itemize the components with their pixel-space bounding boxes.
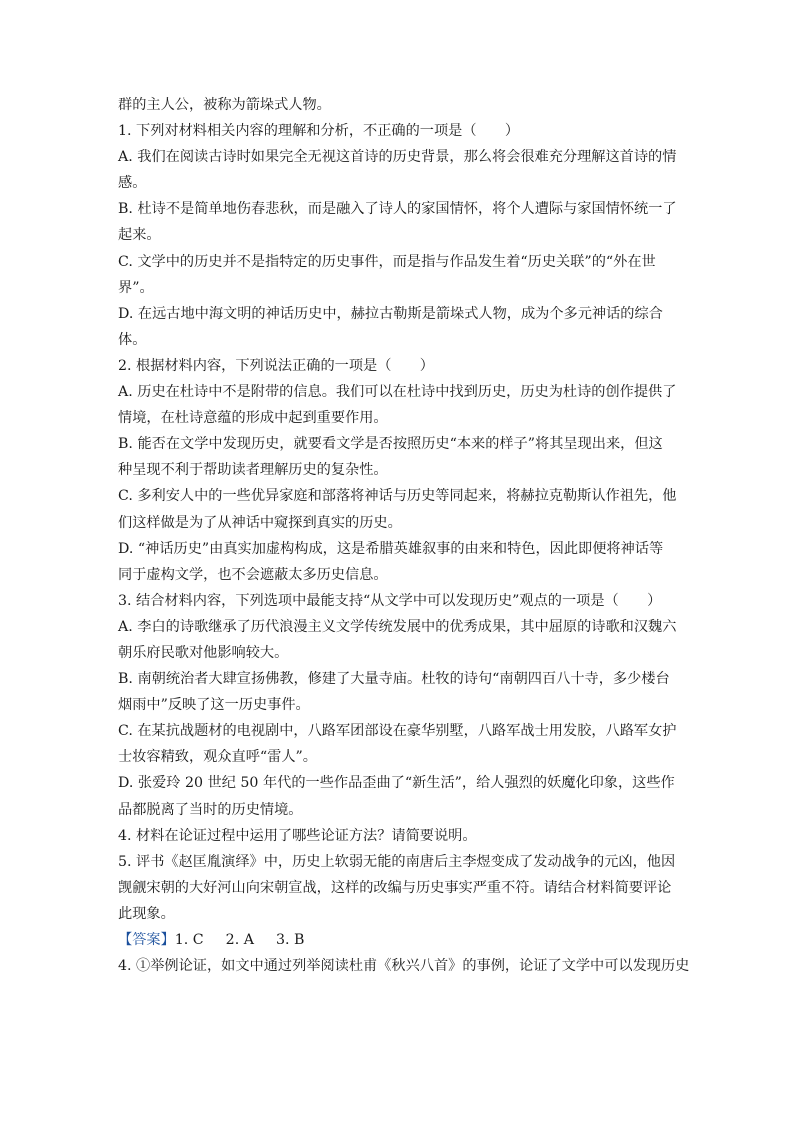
text-line: A. 我们在阅读古诗时如果完全无视这首诗的历史背景，那么将会很难充分理解这首诗的情 bbox=[118, 149, 677, 166]
text-line: 品都脱离了当时的历史情境。 bbox=[118, 801, 303, 818]
text-line: 种呈现不利于帮助读者理解历史的复杂性。 bbox=[118, 462, 388, 479]
answer-tag: 【答案】 bbox=[118, 932, 175, 948]
text-line: B. 能否在文学中发现历史，就要看文学是否按照历史“本来的样子”将其呈现出来，但这 bbox=[118, 436, 663, 453]
text-line: D. “神话历史”由真实加虚构构成，这是希腊英雄叙事的由来和特色，因此即便将神话等 bbox=[118, 540, 664, 557]
text-line: D. 在远古地中海文明的神话历史中，赫拉古勒斯是箭垛式人物，成为个多元神话的综合 bbox=[118, 305, 663, 322]
text-line: 4. 材料在论证过程中运用了哪些论证方法？请简要说明。 bbox=[118, 827, 477, 844]
text-line: 群的主人公，被称为箭垛式人物。 bbox=[118, 97, 331, 113]
text-line: 5. 评书《赵匡胤演绎》中，历史上软弱无能的南唐后主李煜变成了发动战争的元凶，他因 bbox=[118, 853, 676, 870]
text-line: C. 在某抗战题材的电视剧中，八路军团部设在豪华别墅，八路军战士用发胶，八路军女护 bbox=[118, 723, 677, 740]
text-line: 朝乐府民歌对他影响较大。 bbox=[118, 644, 289, 661]
text-line: 体。 bbox=[118, 331, 147, 348]
document-page bbox=[118, 92, 690, 979]
text-line: A. 李白的诗歌继承了历代浪漫主义文学传统发展中的优秀成果，其中屈原的诗歌和汉魏六 bbox=[118, 618, 677, 635]
text-line: 2. 根据材料内容，下列说法正确的一项是（ ） bbox=[118, 357, 434, 374]
text-line: D. 张爱玲 20 世纪 50 年代的一些作品歪曲了“新生活”，给人强烈的妖魔化印象，这些作 bbox=[118, 775, 675, 792]
text-body bbox=[118, 92, 678, 927]
text-line: C. 文学中的历史并不是指特定的历史事件，而是指与作品发生着“历史关联”的“外在世 bbox=[118, 253, 656, 270]
text-line: B. 南朝统治者大肆宣扬佛教，修建了大量寺庙。杜牧的诗句“南朝四百八十寺，多少楼台 bbox=[118, 671, 670, 688]
text-line: 烟雨中”反映了这一历史事件。 bbox=[118, 697, 310, 714]
text-line: A. 历史在杜诗中不是附带的信息。我们可以在杜诗中找到历史，历史为杜诗的创作提供了 bbox=[118, 384, 677, 401]
text-line: 界”。 bbox=[118, 279, 154, 296]
text-line: 情境，在杜诗意蕴的形成中起到重要作用。 bbox=[118, 410, 388, 427]
text-line: C. 多利安人中的一些优异家庭和部落将神话与历史等同起来，将赫拉克勒斯认作祖先，他 bbox=[118, 488, 677, 505]
answer-line bbox=[118, 927, 678, 953]
text-line: 同于虚构文学，也不会遮蔽太多历史信息。 bbox=[118, 566, 388, 583]
text-line: 起来。 bbox=[118, 227, 161, 244]
text-line: 们这样做是为了从神话中窥探到真实的历史。 bbox=[118, 514, 402, 531]
explanation-line: 4. ①举例论证，如文中通过列举阅读杜甫《秋兴八首》的事例，论证了文学中可以发现历史 bbox=[118, 958, 690, 975]
text-line: B. 杜诗不是简单地伤春悲秋，而是融入了诗人的家国情怀，将个人遭际与家国情怀统一了 bbox=[118, 201, 677, 218]
text-line: 觊觎宋朝的大好河山向宋朝宣战，这样的改编与历史事实严重不符。请结合材料简要评论 bbox=[118, 879, 672, 896]
text-line: 1. 下列对材料相关内容的理解和分析，不正确的一项是（ ） bbox=[118, 123, 520, 140]
answer-item: 2. A bbox=[225, 932, 254, 948]
text-line: 士妆容精致，观众直呼“雷人”。 bbox=[118, 749, 317, 766]
text-line: 此现象。 bbox=[118, 905, 175, 922]
answer-item: 3. B bbox=[275, 932, 305, 948]
text-line: 感。 bbox=[118, 175, 147, 192]
answer-item: 1. C bbox=[174, 932, 204, 948]
text-line: 3. 结合材料内容，下列选项中最能支持“从文学中可以发现历史”观点的一项是（ ） bbox=[118, 592, 662, 609]
